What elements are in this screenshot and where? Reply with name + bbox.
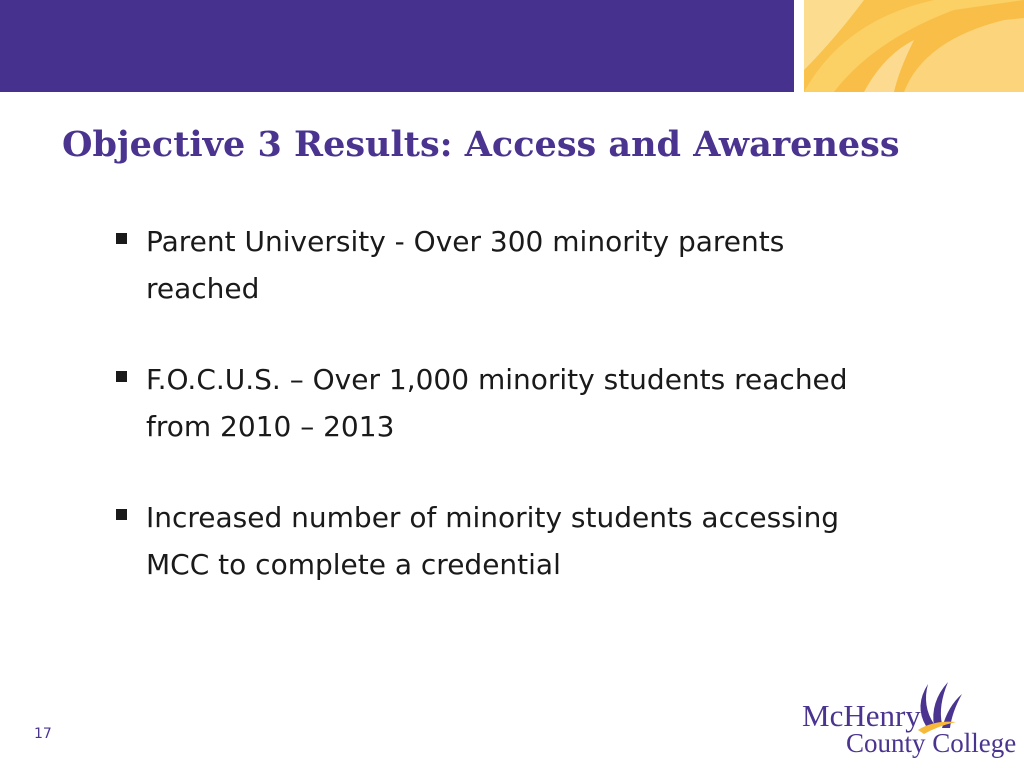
slide-title: Objective 3 Results: Access and Awareness bbox=[62, 124, 900, 165]
logo-text-line1: McHenry bbox=[802, 698, 921, 733]
square-bullet-icon bbox=[116, 509, 127, 520]
page-number: 17 bbox=[34, 726, 52, 742]
header-band bbox=[0, 0, 794, 92]
sunburst-icon bbox=[804, 0, 1024, 92]
bullet-item-parent-university bbox=[114, 218, 904, 312]
sunburst-corner-graphic bbox=[804, 0, 1024, 92]
logo-text-line2: County College bbox=[846, 728, 1017, 758]
bullet-item-minority-students bbox=[114, 494, 904, 588]
bullet-text: F.O.C.U.S. – Over 1,000 minority students reached from 2010 – 2013 bbox=[146, 363, 848, 443]
bullet-text: Increased number of minority students accessing MCC to complete a credential bbox=[146, 501, 840, 581]
college-logo bbox=[796, 676, 1020, 764]
square-bullet-icon bbox=[116, 233, 127, 244]
bullet-item-focus bbox=[114, 356, 904, 450]
bullet-text: Parent University - Over 300 minority parents reached bbox=[146, 225, 785, 305]
bullet-list bbox=[114, 218, 904, 632]
square-bullet-icon bbox=[116, 371, 127, 382]
